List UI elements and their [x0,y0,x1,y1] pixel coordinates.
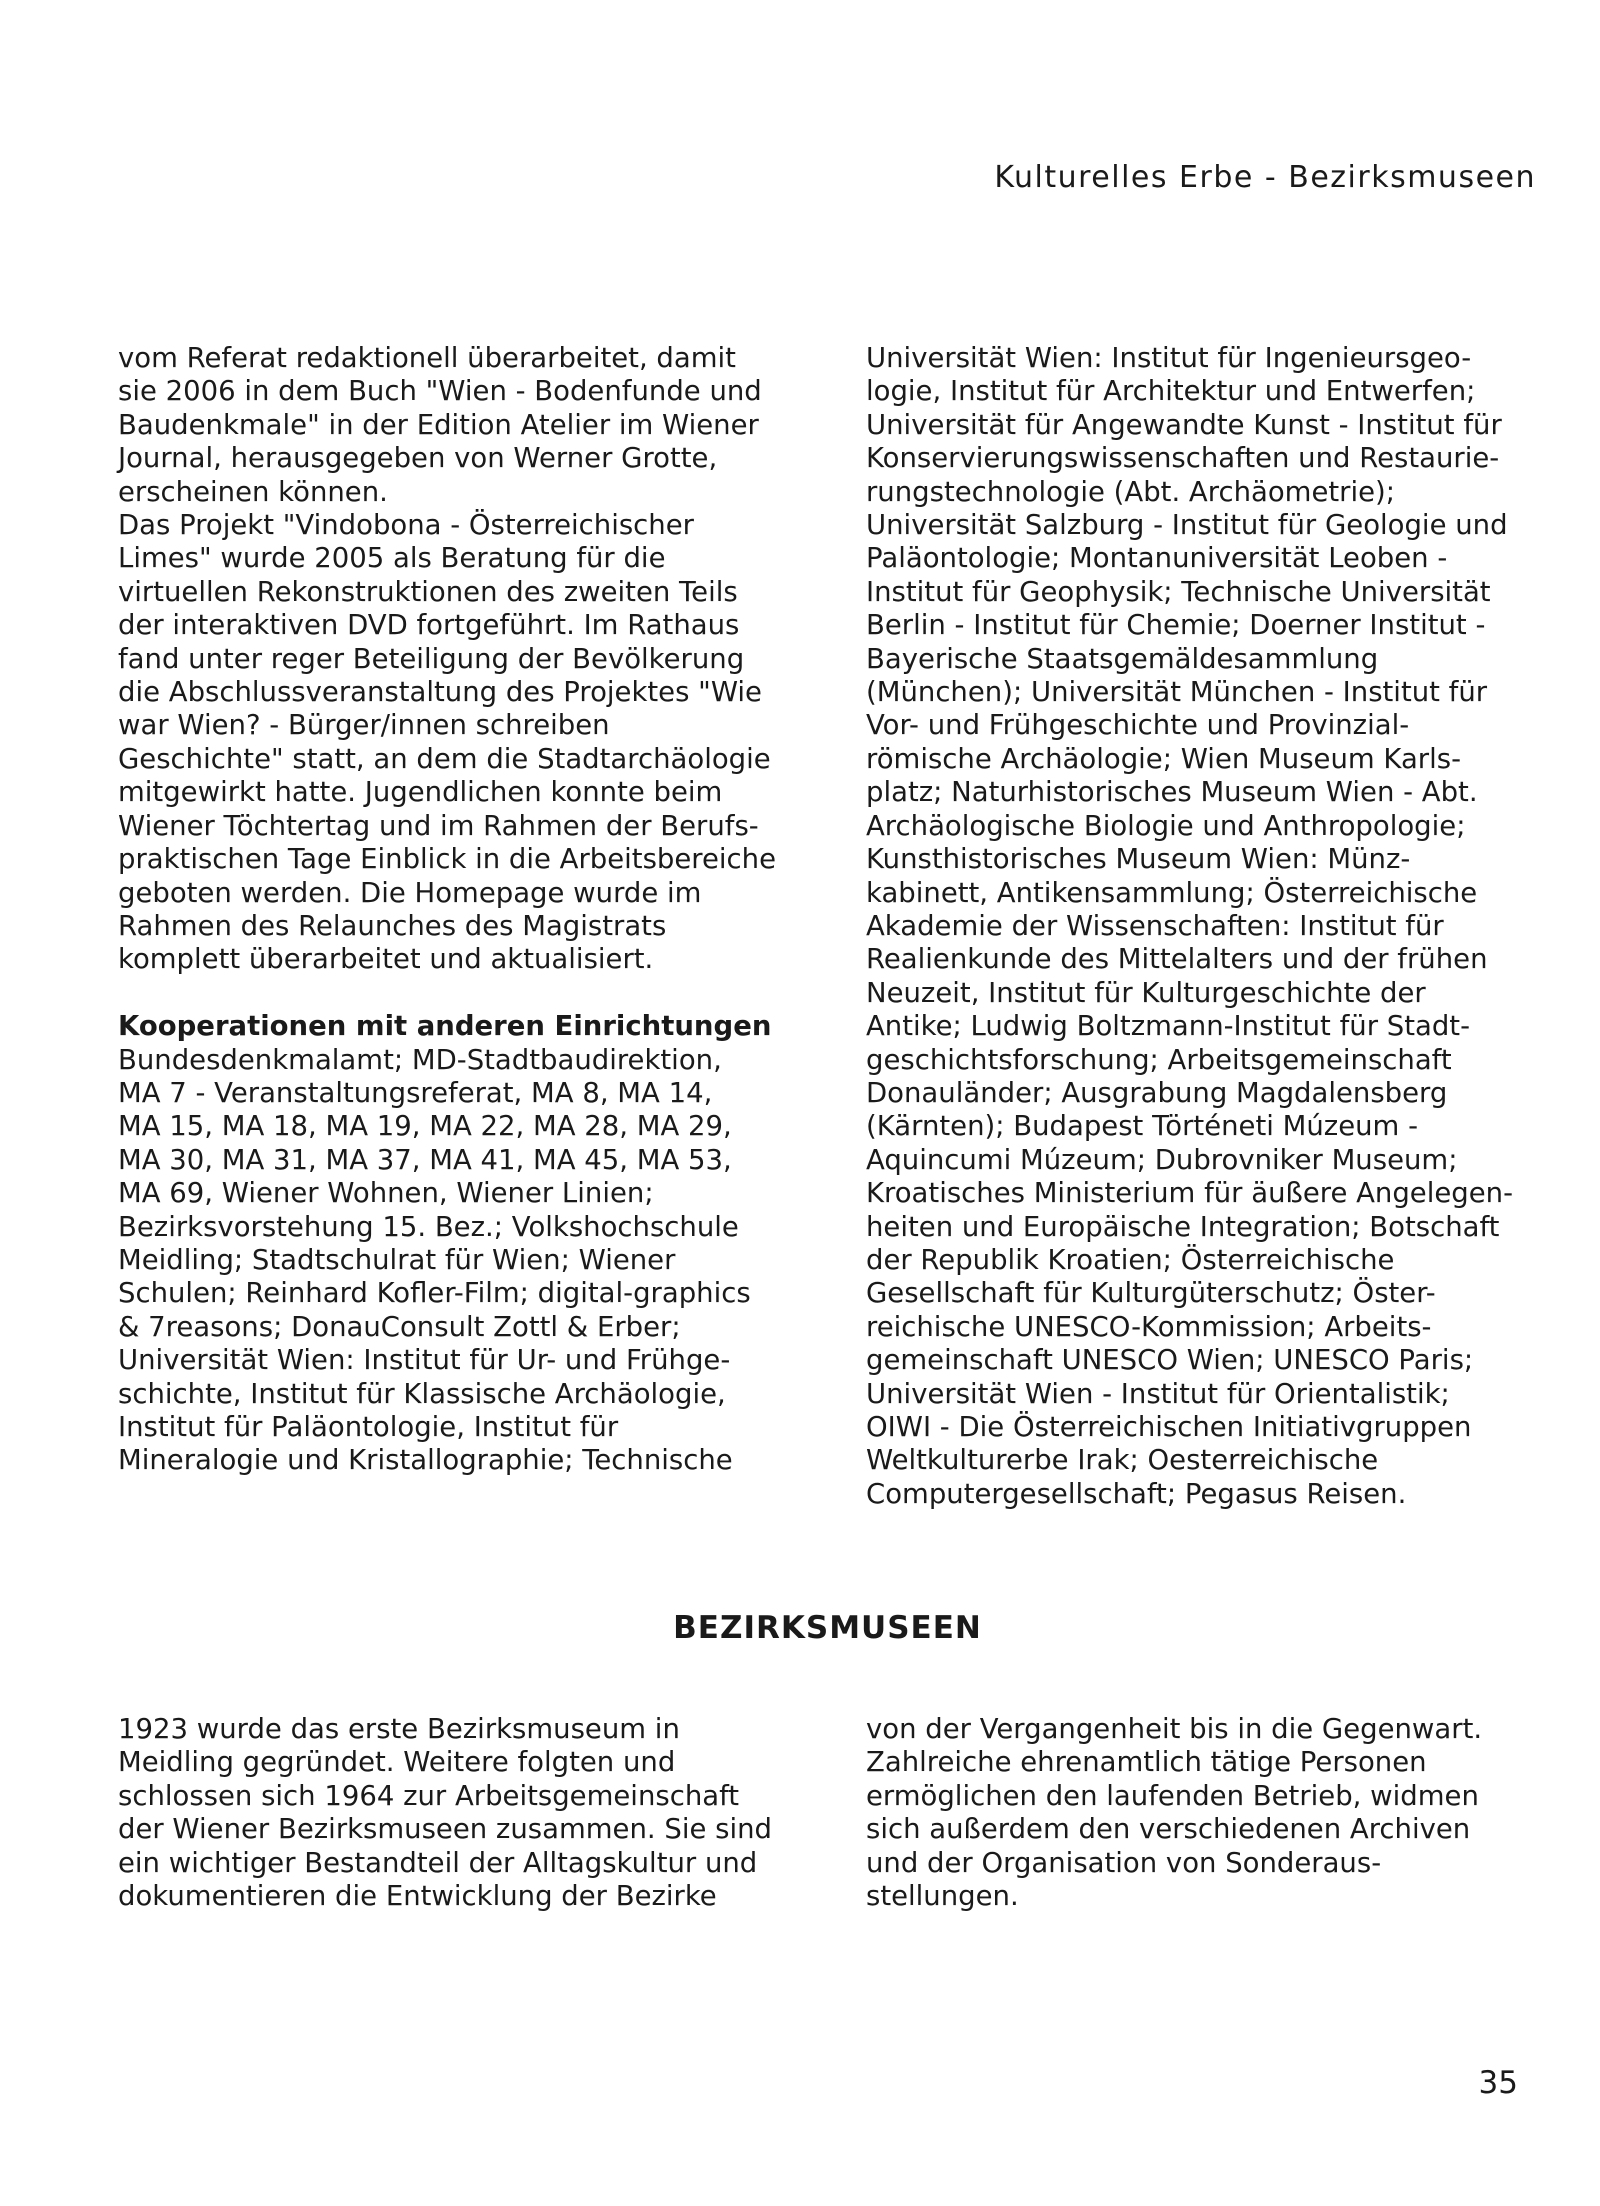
text-line: komplett überarbeitet und aktualisiert. [118,943,654,976]
text-line: sich außerdem den verschiedenen Archiven [866,1813,1471,1846]
text-line: geboten werden. Die Homepage wurde im [118,876,702,909]
text-line: sie 2006 in dem Buch "Wien - Bodenfunde und [118,375,762,408]
text-line: Rahmen des Relaunches des Magistrats [118,909,667,942]
text-line: MA 69, Wiener Wohnen, Wiener Linien; [118,1177,654,1210]
text-line: Das Projekt "Vindobona - Österreichischer [118,509,694,542]
subheading-kooperationen: Kooperationen mit anderen Einrichtungen [118,1010,772,1043]
text-line: 1923 wurde das erste Bezirksmuseum in [118,1713,680,1745]
paragraph-gap [118,977,798,1010]
text-line: Universität für Angewandte Kunst - Institut für [866,408,1502,441]
text-line: der interaktiven DVD fortgeführt. Im Rathaus [118,609,740,642]
text-line: ein wichtiger Bestandteil der Alltagskultur und [118,1846,758,1879]
text-line: Weltkulturerbe Irak; Oesterreichische [866,1444,1379,1477]
text-line: Kunsthistorisches Museum Wien: Münz- [866,843,1411,876]
text-line: Akademie der Wissenschaften: Institut für [866,909,1444,942]
text-line: Universität Wien: Institut für Ingenieursgeo- [866,342,1472,374]
text-line: Kroatisches Ministerium für äußere Angelegen- [866,1177,1514,1210]
text-line: kabinett, Antikensammlung; Österreichische [866,876,1478,909]
text-line: Universität Wien - Institut für Orientalistik; [866,1377,1450,1410]
text-line: Bundesdenkmalamt; MD-Stadtbaudirektion, [118,1043,722,1076]
text-line: römische Archäologie; Wien Museum Karls- [866,742,1461,775]
text-line: Gesellschaft für Kulturgüterschutz; Öster- [866,1277,1436,1310]
page-number: 35 [1478,2065,1518,2101]
text-line: Journal, herausgegeben von Werner Grotte, [118,442,718,475]
text-line: Computergesellschaft; Pegasus Reisen. [866,1477,1407,1510]
text-line: Aquincumi Múzeum; Dubrovniker Museum; [866,1143,1458,1176]
text-line: und der Organisation von Sonderaus- [866,1846,1382,1879]
text-line: von der Vergangenheit bis in die Gegenwart. [866,1713,1483,1745]
text-line: MA 15, MA 18, MA 19, MA 22, MA 28, MA 29, [118,1110,732,1143]
paragraph-kooperationen [118,1044,798,1478]
text-line: platz; Naturhistorisches Museum Wien - Abt. [866,776,1478,809]
text-line: Bayerische Staatsgemäldesammlung [866,642,1379,675]
text-line: Berlin - Institut für Chemie; Doerner Institut - [866,609,1486,642]
text-line: Meidling; Stadtschulrat für Wien; Wiener [118,1243,676,1276]
right-column-bottom [866,1713,1556,1913]
text-line: Wiener Töchtertag und im Rahmen der Berufs- [118,809,759,842]
left-column-top [118,342,798,1478]
text-line: Donauländer; Ausgrabung Magdalensberg [866,1076,1448,1109]
text-line: praktischen Tage Einblick in die Arbeitsbereiche [118,843,777,876]
left-column-bottom [118,1713,798,1913]
text-line: rungstechnologie (Abt. Archäometrie); [866,475,1396,508]
text-line: Schulen; Reinhard Kofler-Film; digital-graphics [118,1277,751,1310]
text-line: Universität Wien: Institut für Ur- und Frühge- [118,1344,731,1377]
text-line: (München); Universität München - Institut für [866,676,1488,709]
text-line: Konservierungswissenschaften und Restaurie- [866,442,1500,475]
text-line: Limes" wurde 2005 als Beratung für die [118,542,666,575]
text-line: Neuzeit, Institut für Kulturgeschichte der [866,976,1426,1009]
text-line: Institut für Geophysik; Technische Universität [866,575,1491,608]
text-line: MA 7 - Veranstaltungsreferat, MA 8, MA 14, [118,1076,713,1109]
text-line: erscheinen können. [118,475,388,508]
text-line: Baudenkmale" in der Edition Atelier im Wiener [118,408,759,441]
text-line: vom Referat redaktionell überarbeitet, damit [118,342,736,374]
text-line: der Republik Kroatien; Österreichische [866,1243,1395,1276]
text-line: Realienkunde des Mittelalters und der frühen [866,943,1488,976]
text-line: virtuellen Rekonstruktionen des zweiten Teils [118,575,738,608]
text-line: Institut für Paläontologie, Institut für [118,1410,619,1443]
text-line: Mineralogie und Kristallographie; Technische [118,1444,733,1477]
text-line: ermöglichen den laufenden Betrieb, widmen [866,1779,1479,1812]
text-line: Archäologische Biologie und Anthropologie; [866,809,1466,842]
section-heading-bezirksmuseen: BEZIRKSMUSEEN [673,1610,982,1646]
text-line: stellungen. [866,1880,1019,1913]
text-line: & 7reasons; DonauConsult Zottl & Erber; [118,1310,681,1343]
text-line: Bezirksvorstehung 15. Bez.; Volkshochschule [118,1210,739,1243]
text-line: der Wiener Bezirksmuseen zusammen. Sie sind [118,1813,772,1846]
text-line: MA 30, MA 31, MA 37, MA 41, MA 45, MA 53, [118,1143,732,1176]
text-line: reichische UNESCO-Kommission; Arbeits- [866,1310,1432,1343]
text-line: Vor- und Frühgeschichte und Provinzial- [866,709,1410,742]
text-line: Geschichte" statt, an dem die Stadtarchäologie [118,742,771,775]
text-line: Zahlreiche ehrenamtlich tätige Personen [866,1746,1427,1779]
text-line: die Abschlussveranstaltung des Projektes "Wie [118,676,762,709]
text-line: mitgewirkt hatte. Jugendlichen konnte beim [118,776,723,809]
text-line: fand unter reger Beteiligung der Bevölkerung [118,642,745,675]
text-line: logie, Institut für Architektur und Entwerfen; [866,375,1476,408]
text-line: heiten und Europäische Integration; Botschaft [866,1210,1500,1243]
paragraph-stadtarchaeologie [118,342,798,977]
text-line: gemeinschaft UNESCO Wien; UNESCO Paris; [866,1344,1474,1377]
text-line: (Kärnten); Budapest Történeti Múzeum - [866,1110,1419,1143]
text-line: Universität Salzburg - Institut für Geologie und [866,509,1508,542]
text-line: OIWI - Die Österreichischen Initiativgruppen [866,1411,1472,1443]
text-line: Paläontologie; Montanuniversität Leoben - [866,542,1448,575]
text-line: dokumentieren die Entwicklung der Bezirke [118,1880,717,1913]
text-line: geschichtsforschung; Arbeitsgemeinschaft [866,1043,1452,1076]
text-line: war Wien? - Bürger/innen schreiben [118,709,610,742]
right-column-top [866,342,1556,1511]
running-header: Kulturelles Erbe - Bezirksmuseen [994,160,1536,195]
text-line: schichte, Institut für Klassische Archäologie, [118,1377,726,1410]
text-line: schlossen sich 1964 zur Arbeitsgemeinschaft [118,1779,740,1812]
text-line: Antike; Ludwig Boltzmann-Institut für Stadt- [866,1010,1470,1043]
text-line: Meidling gegründet. Weitere folgten und [118,1746,676,1779]
